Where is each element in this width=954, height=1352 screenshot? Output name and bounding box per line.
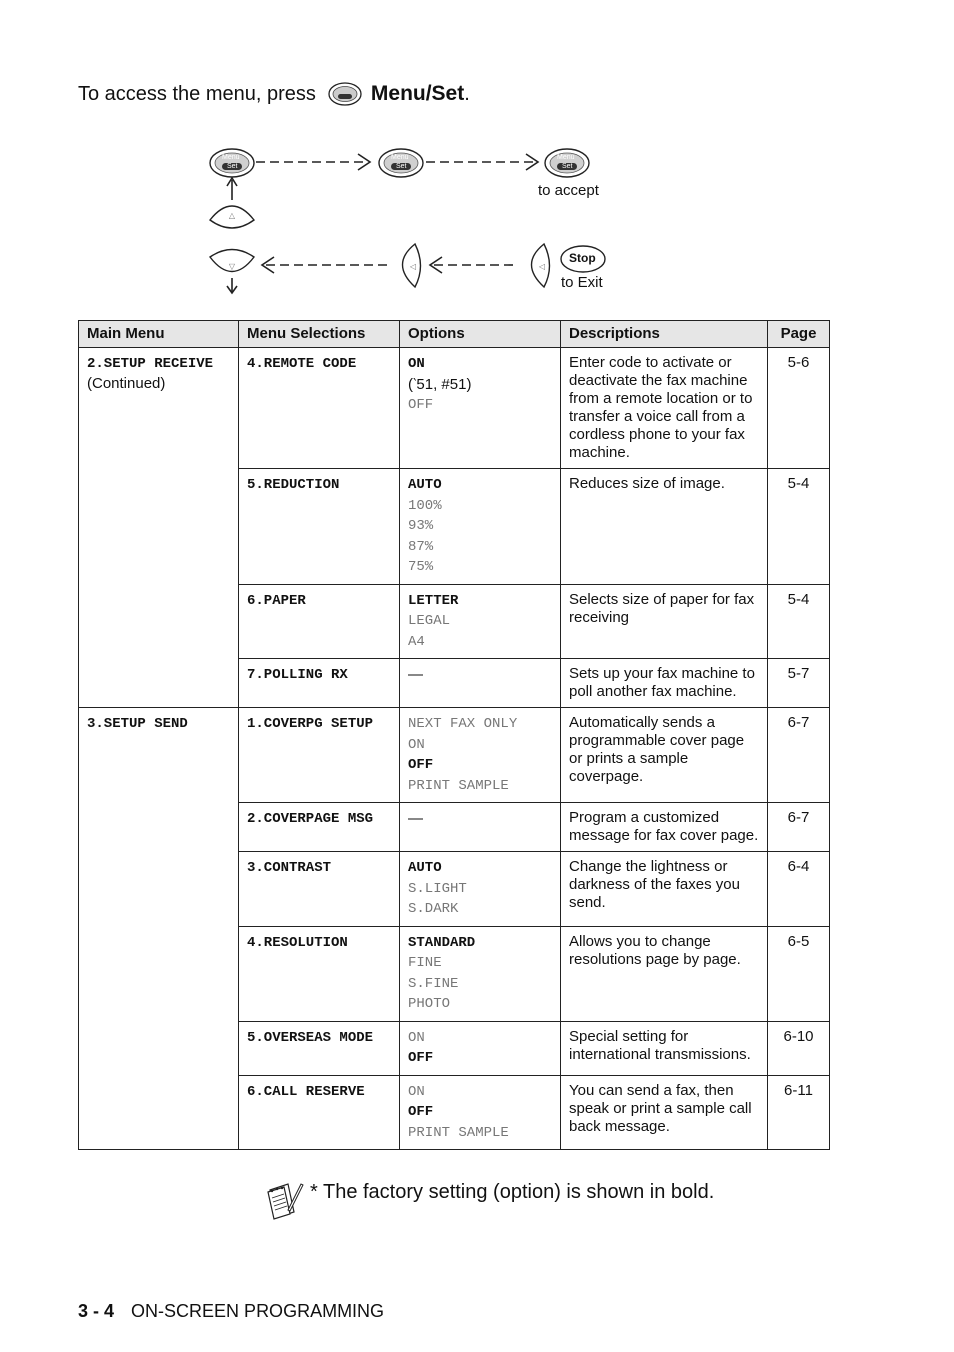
option: 75%	[408, 559, 434, 575]
option: ON	[408, 736, 425, 753]
header-page: Page	[768, 321, 830, 348]
option: PHOTO	[408, 996, 451, 1012]
stop-key-label: Stop	[569, 251, 596, 265]
options-cell	[400, 584, 561, 659]
option: S.LIGHT	[408, 880, 467, 897]
menu-key-label: Set	[562, 163, 573, 170]
svg-text:△: △	[228, 211, 236, 220]
menu-selection-name: 7.POLLING RX	[247, 667, 348, 683]
menu-selection-cell	[239, 852, 400, 927]
option: OFF	[408, 397, 434, 413]
options-cell	[400, 1075, 561, 1150]
menu-key-label: Menu	[557, 154, 575, 161]
menu-set-key-icon	[328, 82, 362, 106]
option: —	[408, 810, 423, 827]
to-accept-label: to accept	[538, 182, 599, 199]
page-cell: 6-5	[768, 926, 830, 1021]
menu-key-label: Set	[227, 163, 238, 170]
table-row	[79, 708, 830, 803]
menu-set-label: Menu/Set	[370, 82, 465, 105]
description-cell: Allows you to change resolutions page by page.	[561, 926, 768, 1021]
page-cell: 5-6	[768, 348, 830, 469]
intro-text: To access the menu, press	[78, 82, 316, 105]
option: LEGAL	[408, 613, 451, 629]
page-cell: 6-4	[768, 852, 830, 927]
menu-selection-cell	[239, 1021, 400, 1075]
menu-selection-name: 2.COVERPAGE MSG	[247, 811, 374, 827]
option: S.FINE	[408, 975, 459, 992]
main-menu-name: 3.SETUP SEND	[87, 716, 188, 732]
option: S.DARK	[408, 901, 459, 917]
description-cell: Change the lightness or darkness of the faxes you send.	[561, 852, 768, 927]
description-cell: Enter code to activate or deactivate the fax machine from a remote location or to transfer a voice call from a cordless phone to your fax machine.	[561, 348, 768, 469]
option: (‵51, #51)	[408, 375, 472, 393]
header-descriptions: Descriptions	[561, 321, 768, 348]
option: 87%	[408, 538, 434, 555]
menu-key-label: Menu	[391, 154, 409, 161]
default-option: AUTO	[408, 860, 442, 876]
notepad-icon	[266, 1180, 304, 1220]
option: ON	[408, 1083, 425, 1100]
option: —	[408, 666, 423, 683]
menu-selection-name: 1.COVERPG SETUP	[247, 716, 374, 732]
options-cell	[400, 803, 561, 852]
description-cell: Sets up your fax machine to poll another fax machine.	[561, 659, 768, 708]
menu-selection-cell	[239, 1075, 400, 1150]
menu-selection-name: 4.RESOLUTION	[247, 934, 348, 951]
option: 100%	[408, 497, 442, 514]
svg-text:◁: ◁	[538, 262, 546, 271]
menu-selection-name: 5.OVERSEAS MODE	[247, 1029, 374, 1046]
menu-selection-cell	[239, 584, 400, 659]
default-option: OFF	[408, 1050, 434, 1066]
default-option: AUTO	[408, 477, 442, 493]
intro-period: .	[464, 82, 470, 105]
section-title: ON-SCREEN PROGRAMMING	[131, 1301, 385, 1321]
menu-selection-cell	[239, 348, 400, 469]
description-cell: You can send a fax, then speak or print a sample call back message.	[561, 1075, 768, 1150]
table-row	[79, 348, 830, 469]
options-cell	[400, 852, 561, 927]
default-option: LETTER	[408, 592, 459, 609]
menu-selection-name: 3.CONTRAST	[247, 860, 332, 876]
intro-line	[78, 82, 470, 106]
options-cell	[400, 926, 561, 1021]
default-option: ON	[408, 356, 425, 372]
description-cell: Automatically sends a programmable cover page or prints a sample coverpage.	[561, 708, 768, 803]
menu-selection-cell	[239, 926, 400, 1021]
menu-selection-cell	[239, 708, 400, 803]
main-menu-cell	[79, 348, 239, 708]
page-cell: 6-11	[768, 1075, 830, 1150]
description-cell: Reduces size of image.	[561, 469, 768, 585]
option: ON	[408, 1029, 425, 1046]
description-cell: Special setting for international transmissions.	[561, 1021, 768, 1075]
default-option: OFF	[408, 1104, 434, 1120]
option: NEXT FAX ONLY	[408, 716, 518, 732]
menu-selection-cell	[239, 803, 400, 852]
page-cell: 6-7	[768, 803, 830, 852]
option: PRINT SAMPLE	[408, 1124, 509, 1141]
main-menu-note: (Continued)	[87, 374, 166, 392]
header-options: Options	[400, 321, 561, 348]
page-cell: 5-4	[768, 469, 830, 585]
header-main-menu: Main Menu	[79, 321, 239, 348]
option: PRINT SAMPLE	[408, 777, 509, 794]
menu-table	[78, 320, 830, 1150]
main-menu-cell	[79, 708, 239, 1150]
page-cell: 6-7	[768, 708, 830, 803]
options-cell	[400, 348, 561, 469]
default-option: OFF	[408, 757, 434, 773]
page-footer	[78, 1301, 384, 1322]
header-menu-selections: Menu Selections	[239, 321, 400, 348]
menu-selection-name: 6.PAPER	[247, 592, 306, 609]
options-cell	[400, 708, 561, 803]
to-exit-label: to Exit	[561, 274, 603, 291]
menu-selection-name: 5.REDUCTION	[247, 477, 340, 493]
svg-text:◁: ◁	[409, 262, 417, 271]
page-number: 3 - 4	[78, 1301, 115, 1321]
menu-key-label: Set	[396, 163, 407, 170]
factory-setting-note	[266, 1180, 714, 1220]
page-cell: 5-7	[768, 659, 830, 708]
page-cell: 6-10	[768, 1021, 830, 1075]
note-text: * The factory setting (option) is shown in bold.	[310, 1181, 715, 1203]
option: FINE	[408, 955, 442, 971]
page-cell: 5-4	[768, 584, 830, 659]
table-header-row	[79, 321, 830, 348]
menu-selection-cell	[239, 469, 400, 585]
menu-selection-name: 6.CALL RESERVE	[247, 1083, 365, 1100]
navigation-diagram	[200, 140, 640, 300]
menu-selection-name: 4.REMOTE CODE	[247, 356, 357, 372]
svg-text:▽: ▽	[228, 262, 236, 271]
option: A4	[408, 633, 425, 650]
main-menu-name: 2.SETUP RECEIVE	[87, 356, 214, 372]
menu-key-label: Menu	[222, 154, 240, 161]
options-cell	[400, 659, 561, 708]
options-cell	[400, 1021, 561, 1075]
option: 93%	[408, 518, 434, 534]
options-cell	[400, 469, 561, 585]
description-cell: Selects size of paper for fax receiving	[561, 584, 768, 659]
description-cell: Program a customized message for fax cover page.	[561, 803, 768, 852]
default-option: STANDARD	[408, 934, 476, 951]
menu-selection-cell	[239, 659, 400, 708]
